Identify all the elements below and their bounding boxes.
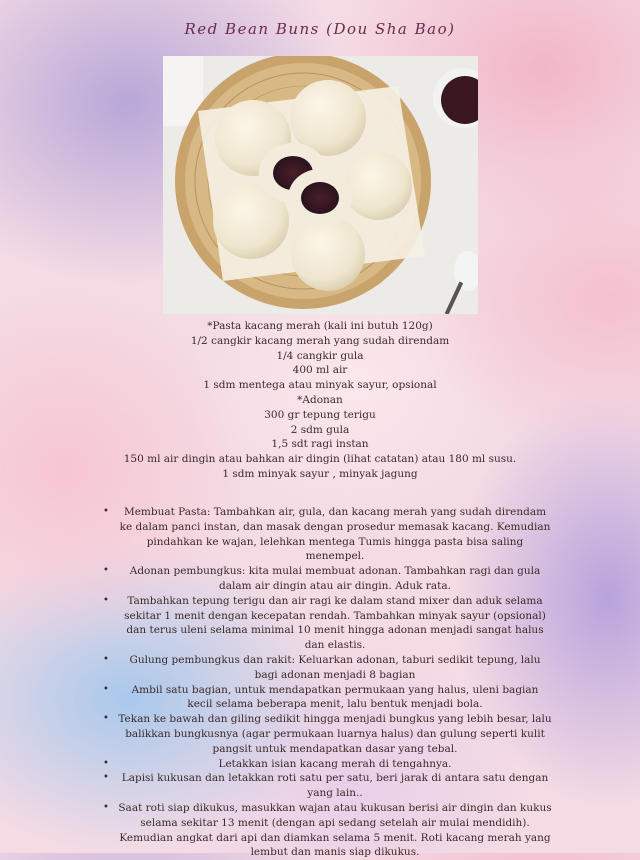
step-text: Membuat Pasta: Tambahkan air, gula, dan kacang merah yang sudah direndam ke dalam panci instan, dan masak dengan prosedur memasak kacang. Kemudian pindahkan ke wajan, lelehkan mentega Tumis hingga pasta bisa saling menempel.	[119, 506, 551, 563]
bullet-icon: •	[103, 594, 109, 606]
instructions-list	[100, 505, 552, 860]
ingredient-item: 2 sdm gula	[290, 423, 350, 436]
instruction-step	[100, 771, 552, 801]
ingredient-item: 1 sdm minyak sayur , minyak jagung	[222, 467, 418, 480]
ingredient-item: *Pasta kacang merah (kali ini butuh 120g)	[207, 320, 433, 332]
ingredient-item: 150 ml air dingin atau bahkan air dingin (lihat catatan) atau 180 ml susu.	[123, 453, 517, 466]
red-bean-buns-photo	[163, 56, 478, 314]
recipe-title: Red Bean Buns (Dou Sha Bao)	[184, 20, 456, 38]
step-text: Tambahkan tepung terigu dan air ragi ke dalam stand mixer dan aduk selama sekitar 1 menit dengan kecepatan rendah. Tambahkan minyak sayur (opsional) dan terus uleni selama minimal 10 menit hingga adonan menjadi sangat halus dan elastis.	[124, 594, 546, 652]
bullet-icon: •	[103, 801, 109, 813]
bullet-icon: •	[103, 683, 109, 695]
ingredient-item: 1/2 cangkir kacang merah yang sudah direndam	[190, 334, 450, 347]
instruction-step	[100, 683, 552, 713]
instruction-step	[100, 801, 552, 860]
ingredient-item: 1/4 cangkir gula	[276, 349, 364, 362]
ingredients-list	[0, 319, 640, 482]
bullet-icon: •	[103, 757, 109, 769]
ingredient-section-heading: *Adonan	[297, 393, 343, 406]
step-text: Tekan ke bawah dan giling sedikit hingga menjadi bungkus yang lebih besar, lalu balikkan bungkusnya (agar permukaan luarnya halus) dan gulung seperti kulit pangsit untuk mendapatkan dasar yang tebal.	[118, 713, 552, 755]
instruction-step	[100, 712, 552, 756]
buns-illustration	[163, 56, 478, 314]
instruction-step	[100, 594, 552, 653]
ingredient-item: 1,5 sdt ragi instan	[271, 438, 369, 451]
step-text: Gulung pembungkus dan rakit: Keluarkan adonan, taburi sedikit tepung, lalu bagi adonan menjadi 8 bagian	[129, 653, 541, 681]
step-text: Adonan pembungkus: kita mulai membuat adonan. Tambahkan ragi dan gula dalam air dingin atau air dingin. Aduk rata.	[129, 565, 541, 592]
bullet-icon: •	[103, 772, 109, 784]
step-text: Letakkan isian kacang merah di tengahnya.	[218, 757, 452, 770]
step-text: Ambil satu bagian, untuk mendapatkan permukaan yang halus, uleni bagian kecil selama beberapa menit, lalu bentuk menjadi bola.	[131, 683, 539, 711]
bullet-icon: •	[103, 565, 109, 577]
ingredient-item: 1 sdm mentega atau minyak sayur, opsional	[203, 379, 437, 392]
bullet-icon: •	[103, 713, 109, 725]
instruction-step	[100, 653, 552, 683]
ingredient-item: 300 gr tepung terigu	[264, 408, 376, 421]
bullet-icon: •	[103, 653, 109, 665]
ingredient-item: 400 ml air	[292, 364, 348, 377]
step-text: Lapisi kukusan dan letakkan roti satu per satu, beri jarak di antara satu dengan yang lain..	[121, 772, 549, 800]
instruction-step	[100, 757, 552, 772]
instruction-step	[100, 564, 552, 594]
step-text: Saat roti siap dikukus, masukkan wajan atau kukusan berisi air dingin dan kukus selama sekitar 13 menit (dengan api sedang setelah air mulai mendidih). Kemudian angkat dari api dan diamkan selama 5 menit. Roti kacang merah yang lembut dan manis siap dikukus.	[118, 801, 552, 859]
bullet-icon: •	[103, 506, 109, 517]
instruction-step	[100, 505, 552, 564]
